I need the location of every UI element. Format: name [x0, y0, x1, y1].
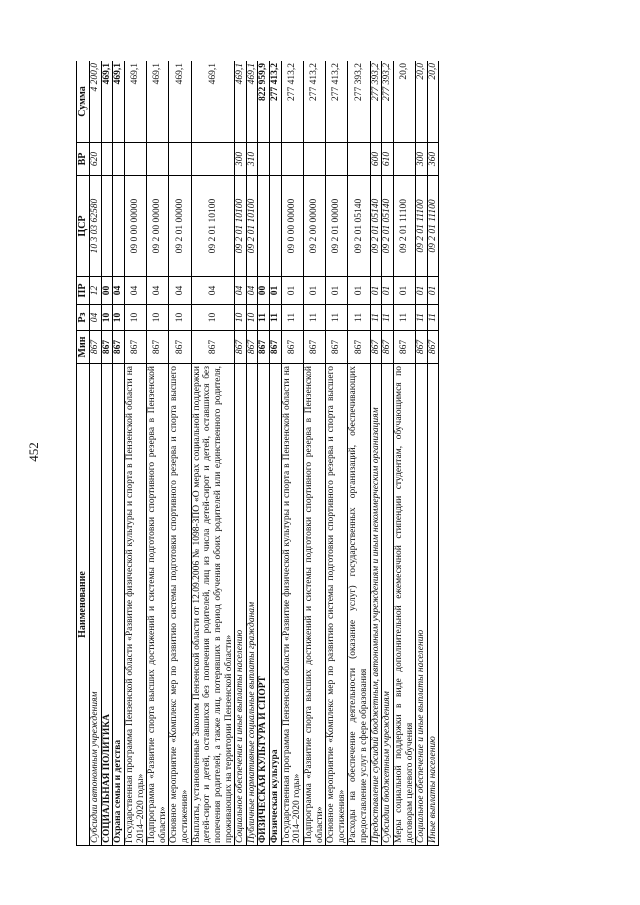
cell-sum: 469,1 [246, 61, 258, 143]
cell-vr: 310 [246, 143, 258, 176]
cell-pr: 04 [246, 277, 258, 305]
cell-csr: 09 2 00 00000 [147, 176, 169, 277]
cell-pr: 04 [113, 277, 125, 305]
cell-csr: 09 2 01 10100 [246, 176, 258, 277]
cell-name: Социальное обеспечение и иные выплаты населению [416, 364, 428, 846]
cell-csr [101, 176, 113, 277]
cell-min: 867 [124, 331, 146, 364]
cell-name: Государственная программа Пензенской области «Развитие физической культуры и спорта в Пензенской области на 2014–2020 годы» [124, 364, 146, 846]
cell-min: 867 [281, 331, 303, 364]
col-header-vr: ВР [77, 143, 90, 176]
cell-csr: 09 2 01 10100 [191, 176, 235, 277]
cell-name: Охрана семьи и детства [113, 364, 125, 846]
cell-min: 867 [382, 331, 394, 364]
cell-pr: 01 [393, 277, 415, 305]
table-row [348, 61, 370, 846]
cell-csr: 09 2 00 00000 [303, 176, 325, 277]
cell-pr: 04 [191, 277, 235, 305]
table-row [258, 61, 270, 846]
table-row [281, 61, 303, 846]
cell-pr: 01 [382, 277, 394, 305]
cell-vr [169, 143, 191, 176]
cell-vr: 620 [90, 143, 102, 176]
cell-vr [124, 143, 146, 176]
cell-min: 867 [169, 331, 191, 364]
cell-pr: 00 [101, 277, 113, 305]
budget-table [76, 61, 439, 846]
cell-csr: 09 2 01 05140 [382, 176, 394, 277]
table-row [393, 61, 415, 846]
cell-min: 867 [393, 331, 415, 364]
cell-pr: 04 [147, 277, 169, 305]
cell-min: 867 [348, 331, 370, 364]
cell-csr: 09 2 01 10100 [235, 176, 247, 277]
cell-rz: 04 [90, 305, 102, 331]
cell-min: 867 [113, 331, 125, 364]
cell-rz: 10 [101, 305, 113, 331]
cell-sum: 20,0 [393, 61, 415, 143]
cell-csr: 09 2 01 00000 [326, 176, 348, 277]
cell-vr [281, 143, 303, 176]
cell-name: Подпрограмма «Развитие спорта высших достижений и системы подготовки спортивного резерва в Пензенской области» [303, 364, 325, 846]
table-row [382, 61, 394, 846]
cell-pr: 01 [303, 277, 325, 305]
cell-rz: 10 [169, 305, 191, 331]
cell-min: 867 [147, 331, 169, 364]
col-header-sum: Сумма [77, 61, 90, 143]
cell-sum: 469,1 [147, 61, 169, 143]
cell-csr [258, 176, 270, 277]
cell-vr [393, 143, 415, 176]
cell-min: 867 [326, 331, 348, 364]
table-row [370, 61, 382, 846]
cell-name: Публичные нормативные социальные выплаты гражданам [246, 364, 258, 846]
cell-rz: 10 [113, 305, 125, 331]
cell-vr: 360 [427, 143, 439, 176]
table-row [427, 61, 439, 846]
table-row [416, 61, 428, 846]
col-header-rz: Рз [77, 305, 90, 331]
cell-min: 867 [246, 331, 258, 364]
cell-min: 867 [235, 331, 247, 364]
cell-name: Социальное обеспечение и иные выплаты населению [235, 364, 247, 846]
cell-name: СОЦИАЛЬНАЯ ПОЛИТИКА [101, 364, 113, 846]
cell-sum: 277 413,2 [270, 61, 282, 143]
cell-vr: 300 [416, 143, 428, 176]
cell-name: Физическая культура [270, 364, 282, 846]
cell-sum: 277 413,2 [326, 61, 348, 143]
cell-csr: 09 2 01 00000 [169, 176, 191, 277]
cell-name: Меры социальной поддержки в виде дополнительной ежемесячной стипендии студентам, обучающимся по договорам целевого обучения [393, 364, 415, 846]
cell-sum: 277 393,2 [370, 61, 382, 143]
cell-csr: 09 2 01 05140 [348, 176, 370, 277]
cell-sum: 277 413,2 [303, 61, 325, 143]
table-row [113, 61, 125, 846]
table-row [90, 61, 102, 846]
cell-min: 867 [303, 331, 325, 364]
cell-vr [303, 143, 325, 176]
cell-rz: 11 [303, 305, 325, 331]
cell-csr [270, 176, 282, 277]
cell-pr: 01 [416, 277, 428, 305]
cell-sum: 822 959,9 [258, 61, 270, 143]
cell-min: 867 [427, 331, 439, 364]
cell-csr: 09 0 00 00000 [281, 176, 303, 277]
cell-min: 867 [258, 331, 270, 364]
rotated-table-frame [76, 61, 579, 846]
cell-min: 867 [101, 331, 113, 364]
table-row [191, 61, 235, 846]
col-header-pr: ПР [77, 277, 90, 305]
col-header-csr: ЦСР [77, 176, 90, 277]
cell-sum: 469,1 [235, 61, 247, 143]
cell-csr: 09 2 01 11100 [416, 176, 428, 277]
cell-name: Субсидии автономным учреждениям [90, 364, 102, 846]
cell-vr [191, 143, 235, 176]
table-body [90, 61, 439, 846]
col-header-name: Наименование [77, 364, 90, 846]
table-row [246, 61, 258, 846]
cell-pr: 01 [270, 277, 282, 305]
cell-rz: 11 [348, 305, 370, 331]
cell-rz: 10 [235, 305, 247, 331]
cell-name: Субсидии бюджетным учреждениям [382, 364, 394, 846]
cell-csr: 09 2 01 05140 [370, 176, 382, 277]
cell-pr: 04 [169, 277, 191, 305]
table-row [169, 61, 191, 846]
table-row [101, 61, 113, 846]
cell-pr: 01 [370, 277, 382, 305]
col-header-min: Мин [77, 331, 90, 364]
cell-vr [147, 143, 169, 176]
cell-pr: 04 [235, 277, 247, 305]
cell-rz: 11 [382, 305, 394, 331]
cell-sum: 469,1 [169, 61, 191, 143]
cell-name: Выплаты, установленные Законом Пензенской области от 12.09.2006 № 1098-ЗПО «О мерах социальной поддержки детей-сирот и детей, оставшихся без попечения родителей, лиц из числа детей-сирот и детей, оставшихся без попечения родителей, а также лиц, потерявших в период обучения обоих родителей или единственного родителя, проживающих на территории Пензенской области» [191, 364, 235, 846]
cell-rz: 10 [246, 305, 258, 331]
cell-sum: 469,1 [101, 61, 113, 143]
cell-rz: 11 [427, 305, 439, 331]
cell-vr: 600 [370, 143, 382, 176]
table-row [124, 61, 146, 846]
cell-rz: 10 [124, 305, 146, 331]
cell-vr: 300 [235, 143, 247, 176]
budget-table-container [76, 61, 579, 846]
cell-min: 867 [191, 331, 235, 364]
cell-rz: 11 [258, 305, 270, 331]
cell-csr: 10 3 03 62580 [90, 176, 102, 277]
page-number: 452 [26, 442, 41, 462]
cell-name: Предоставление субсидий бюджетным, автономным учреждениям и иным некоммерческим организациям [370, 364, 382, 846]
cell-name: Государственная программа Пензенской области «Развитие физической культуры и спорта в Пензенской области на 2014–2020 годы» [281, 364, 303, 846]
cell-sum: 4 200,0 [90, 61, 102, 143]
cell-name: Иные выплаты населению [427, 364, 439, 846]
cell-pr: 01 [348, 277, 370, 305]
cell-pr: 00 [258, 277, 270, 305]
cell-name: Основное мероприятие «Комплекс мер по развитию системы подготовки спортивного резерва и спорта высшего достижения» [169, 364, 191, 846]
cell-sum: 20,0 [427, 61, 439, 143]
cell-name: Расходы на обеспечение деятельности (оказание услуг) государственных организаций, обеспечивающих предоставление услуг в сфере образования [348, 364, 370, 846]
cell-pr: 04 [124, 277, 146, 305]
cell-pr: 01 [326, 277, 348, 305]
cell-min: 867 [270, 331, 282, 364]
cell-min: 867 [416, 331, 428, 364]
cell-vr [258, 143, 270, 176]
cell-min: 867 [370, 331, 382, 364]
table-row [235, 61, 247, 846]
cell-rz: 11 [281, 305, 303, 331]
cell-vr [270, 143, 282, 176]
cell-vr [101, 143, 113, 176]
cell-name: ФИЗИЧЕСКАЯ КУЛЬТУРА И СПОРТ [258, 364, 270, 846]
cell-vr [113, 143, 125, 176]
cell-sum: 469,1 [124, 61, 146, 143]
cell-csr: 09 0 00 00000 [124, 176, 146, 277]
cell-name: Основное мероприятие «Комплекс мер по развитию системы подготовки спортивного резерва и спорта высшего достижения» [326, 364, 348, 846]
table-row [326, 61, 348, 846]
cell-sum: 277 413,2 [281, 61, 303, 143]
cell-sum: 20,0 [416, 61, 428, 143]
cell-pr: 01 [427, 277, 439, 305]
cell-rz: 11 [270, 305, 282, 331]
cell-rz: 10 [147, 305, 169, 331]
cell-rz: 11 [370, 305, 382, 331]
cell-sum: 277 393,2 [382, 61, 394, 143]
cell-vr [326, 143, 348, 176]
table-header-row [77, 61, 90, 846]
cell-rz: 11 [326, 305, 348, 331]
cell-rz: 11 [393, 305, 415, 331]
cell-pr: 12 [90, 277, 102, 305]
cell-csr: 09 2 01 11100 [393, 176, 415, 277]
cell-sum: 277 393,2 [348, 61, 370, 143]
table-row [303, 61, 325, 846]
cell-csr [113, 176, 125, 277]
cell-name: Подпрограмма «Развитие спорта высших достижений и системы подготовки спортивного резерва в Пензенской области» [147, 364, 169, 846]
cell-vr: 610 [382, 143, 394, 176]
table-row [270, 61, 282, 846]
table-row [147, 61, 169, 846]
cell-min: 867 [90, 331, 102, 364]
cell-rz: 10 [191, 305, 235, 331]
cell-sum: 469,1 [191, 61, 235, 143]
cell-rz: 11 [416, 305, 428, 331]
cell-sum: 469,1 [113, 61, 125, 143]
cell-csr: 09 2 01 11100 [427, 176, 439, 277]
cell-pr: 01 [281, 277, 303, 305]
cell-vr [348, 143, 370, 176]
